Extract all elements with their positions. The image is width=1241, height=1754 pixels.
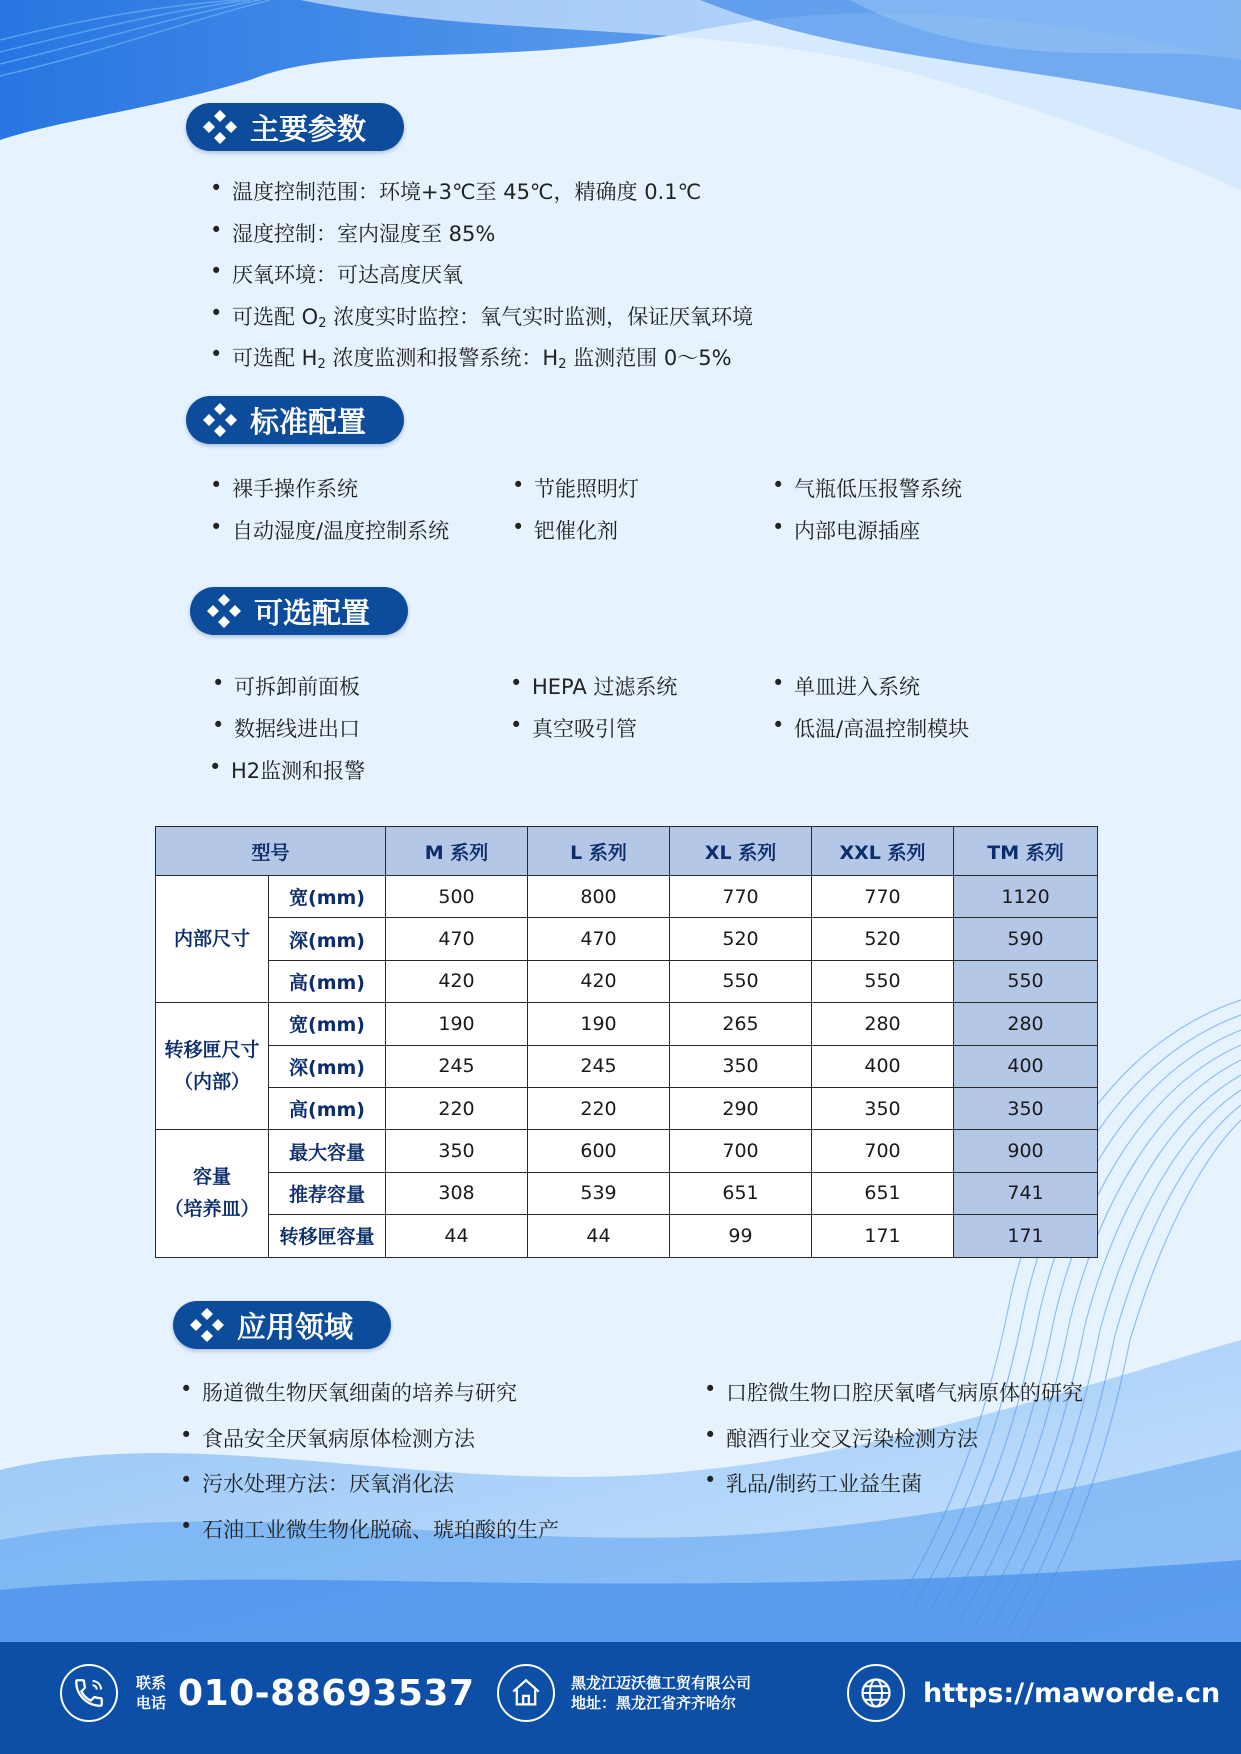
table-cell: 290 xyxy=(670,1087,812,1129)
table-cell: 770 xyxy=(812,876,954,918)
table-cell: 245 xyxy=(528,1045,670,1087)
contact-label: 联系 电话 xyxy=(136,1674,167,1712)
group-cell: 内部尺寸 xyxy=(156,876,269,1003)
list-item: • 污水处理方法：厌氧消化法 xyxy=(180,1468,559,1514)
list-item: • 节能照明灯 xyxy=(512,473,639,515)
table-cell: 700 xyxy=(670,1130,812,1172)
table-cell: 550 xyxy=(812,960,954,1002)
optional-col-1 xyxy=(212,671,368,797)
list-item: • 厌氧环境：可达高度厌氧 xyxy=(210,259,753,301)
phone-icon xyxy=(60,1664,118,1722)
row-label: 高(mm) xyxy=(269,960,386,1002)
list-item: • 可选配 $O_2$ 浓度实时监控：氧气实时监测，保证厌氧环境 xyxy=(210,301,753,343)
table-cell: 520 xyxy=(670,918,812,960)
section-title-optional xyxy=(190,587,408,635)
params-list xyxy=(210,176,753,384)
footer-address xyxy=(497,1664,751,1722)
row-label: 最大容量 xyxy=(269,1130,386,1172)
section-title-text: 标准配置 xyxy=(250,404,367,439)
table-cell: 44 xyxy=(386,1215,528,1257)
group-cell: 容量 （培养皿） xyxy=(156,1130,269,1257)
row-label: 宽(mm) xyxy=(269,1003,386,1045)
table-row xyxy=(156,876,1098,918)
table-cell: 190 xyxy=(386,1003,528,1045)
list-item: • 湿度控制：室内湿度至 85% xyxy=(210,218,753,260)
row-label: 推荐容量 xyxy=(269,1172,386,1214)
globe-icon xyxy=(847,1664,905,1722)
list-item: • 气瓶低压报警系统 xyxy=(772,473,962,515)
row-label: 宽(mm) xyxy=(269,876,386,918)
table-row xyxy=(156,1087,1098,1129)
section-title-text: 可选配置 xyxy=(254,595,371,630)
standard-col-3 xyxy=(772,473,962,557)
table-cell: 550 xyxy=(670,960,812,1002)
diamond-cluster-icon xyxy=(200,400,240,440)
table-cell: 308 xyxy=(386,1172,528,1214)
list-item: • 可拆卸前面板 xyxy=(212,671,368,713)
table-cell: 1120 xyxy=(954,876,1098,918)
table-cell: 220 xyxy=(528,1087,670,1129)
table-cell: 470 xyxy=(528,918,670,960)
table-cell: 171 xyxy=(954,1215,1098,1257)
diamond-cluster-icon xyxy=(200,107,240,147)
section-title-application xyxy=(173,1301,391,1349)
table-cell: 700 xyxy=(812,1130,954,1172)
table-cell: 590 xyxy=(954,918,1098,960)
optional-col-2 xyxy=(510,671,677,755)
table-row xyxy=(156,1003,1098,1045)
company-address: 地址：黑龙江省齐齐哈尔 xyxy=(571,1694,737,1712)
application-left xyxy=(180,1377,559,1559)
diamond-cluster-icon xyxy=(187,1305,227,1345)
spec-table xyxy=(155,826,1098,1258)
table-cell: 500 xyxy=(386,876,528,918)
table-row xyxy=(156,1130,1098,1172)
header-cell: 型号 xyxy=(156,827,386,876)
list-item: • 自动湿度/温度控制系统 xyxy=(210,515,449,557)
list-item: • 石油工业微生物化脱硫、琥珀酸的生产 xyxy=(180,1514,559,1560)
list-item: • 真空吸引管 xyxy=(510,713,677,755)
header-cell: L 系列 xyxy=(528,827,670,876)
table-row xyxy=(156,918,1098,960)
table-cell: 245 xyxy=(386,1045,528,1087)
list-item: • H2监测和报警 xyxy=(209,755,365,797)
table-cell: 350 xyxy=(386,1130,528,1172)
table-cell: 420 xyxy=(528,960,670,1002)
header-cell: XL 系列 xyxy=(670,827,812,876)
table-cell: 350 xyxy=(954,1087,1098,1129)
list-item: • 裸手操作系统 xyxy=(210,473,449,515)
list-item: • 钯催化剂 xyxy=(512,515,639,557)
optional-col-3 xyxy=(772,671,969,755)
table-row xyxy=(156,1045,1098,1087)
table-cell: 44 xyxy=(528,1215,670,1257)
table-cell: 900 xyxy=(954,1130,1098,1172)
list-item: • 酿酒行业交叉污染检测方法 xyxy=(704,1423,1083,1469)
standard-col-1 xyxy=(210,473,449,557)
footer-website xyxy=(847,1664,1220,1722)
table-cell: 171 xyxy=(812,1215,954,1257)
table-header-row xyxy=(156,827,1098,876)
table-cell: 651 xyxy=(812,1172,954,1214)
table-cell: 550 xyxy=(954,960,1098,1002)
row-label: 高(mm) xyxy=(269,1087,386,1129)
application-right xyxy=(704,1377,1083,1514)
list-item: • 食品安全厌氧病原体检测方法 xyxy=(180,1423,559,1469)
table-cell: 220 xyxy=(386,1087,528,1129)
diamond-cluster-icon xyxy=(204,591,244,631)
group-cell: 转移匣尺寸 （内部） xyxy=(156,1003,269,1130)
table-cell: 400 xyxy=(812,1045,954,1087)
list-item: • 单皿进入系统 xyxy=(772,671,969,713)
list-item: • 口腔微生物口腔厌氧嗜气病原体的研究 xyxy=(704,1377,1083,1423)
section-title-params xyxy=(186,103,404,151)
section-title-text: 主要参数 xyxy=(250,111,367,146)
header-cell: TM 系列 xyxy=(954,827,1098,876)
row-label: 深(mm) xyxy=(269,1045,386,1087)
website-link[interactable]: https://maworde.cn xyxy=(923,1677,1221,1709)
table-cell: 265 xyxy=(670,1003,812,1045)
standard-col-2 xyxy=(512,473,639,557)
home-icon xyxy=(497,1664,555,1722)
footer-bar xyxy=(0,1642,1241,1754)
table-cell: 420 xyxy=(386,960,528,1002)
header-cell: M 系列 xyxy=(386,827,528,876)
table-cell: 741 xyxy=(954,1172,1098,1214)
table-cell: 770 xyxy=(670,876,812,918)
company-name: 黑龙江迈沃德工贸有限公司 xyxy=(571,1674,752,1692)
table-row xyxy=(156,1215,1098,1257)
table-cell: 600 xyxy=(528,1130,670,1172)
list-item: • 温度控制范围：环境+3℃至 45℃，精确度 0.1℃ xyxy=(210,176,753,218)
table-cell: 470 xyxy=(386,918,528,960)
table-cell: 520 xyxy=(812,918,954,960)
list-item: • 内部电源插座 xyxy=(772,515,962,557)
table-row xyxy=(156,1172,1098,1214)
table-row xyxy=(156,960,1098,1002)
table-cell: 280 xyxy=(954,1003,1098,1045)
table-cell: 190 xyxy=(528,1003,670,1045)
phone-number[interactable]: 010-88693537 xyxy=(178,1672,475,1714)
list-item: • HEPA 过滤系统 xyxy=(510,671,677,713)
list-item: • 数据线进出口 xyxy=(212,713,368,755)
section-title-standard xyxy=(186,396,404,444)
list-item: • 低温/高温控制模块 xyxy=(772,713,969,755)
table-cell: 280 xyxy=(812,1003,954,1045)
table-cell: 651 xyxy=(670,1172,812,1214)
table-cell: 350 xyxy=(812,1087,954,1129)
list-item: • 肠道微生物厌氧细菌的培养与研究 xyxy=(180,1377,559,1423)
table-cell: 400 xyxy=(954,1045,1098,1087)
list-item: • 可选配 $H_2$ 浓度监测和报警系统：$H_2$ 监测范围 0～5% xyxy=(210,342,753,384)
section-title-text: 应用领域 xyxy=(237,1309,354,1344)
row-label: 转移匣容量 xyxy=(269,1215,386,1257)
table-cell: 800 xyxy=(528,876,670,918)
table-cell: 539 xyxy=(528,1172,670,1214)
header-cell: XXL 系列 xyxy=(812,827,954,876)
list-item: • 乳品/制药工业益生菌 xyxy=(704,1468,1083,1514)
table-cell: 350 xyxy=(670,1045,812,1087)
row-label: 深(mm) xyxy=(269,918,386,960)
footer-phone xyxy=(60,1664,475,1722)
table-cell: 99 xyxy=(670,1215,812,1257)
